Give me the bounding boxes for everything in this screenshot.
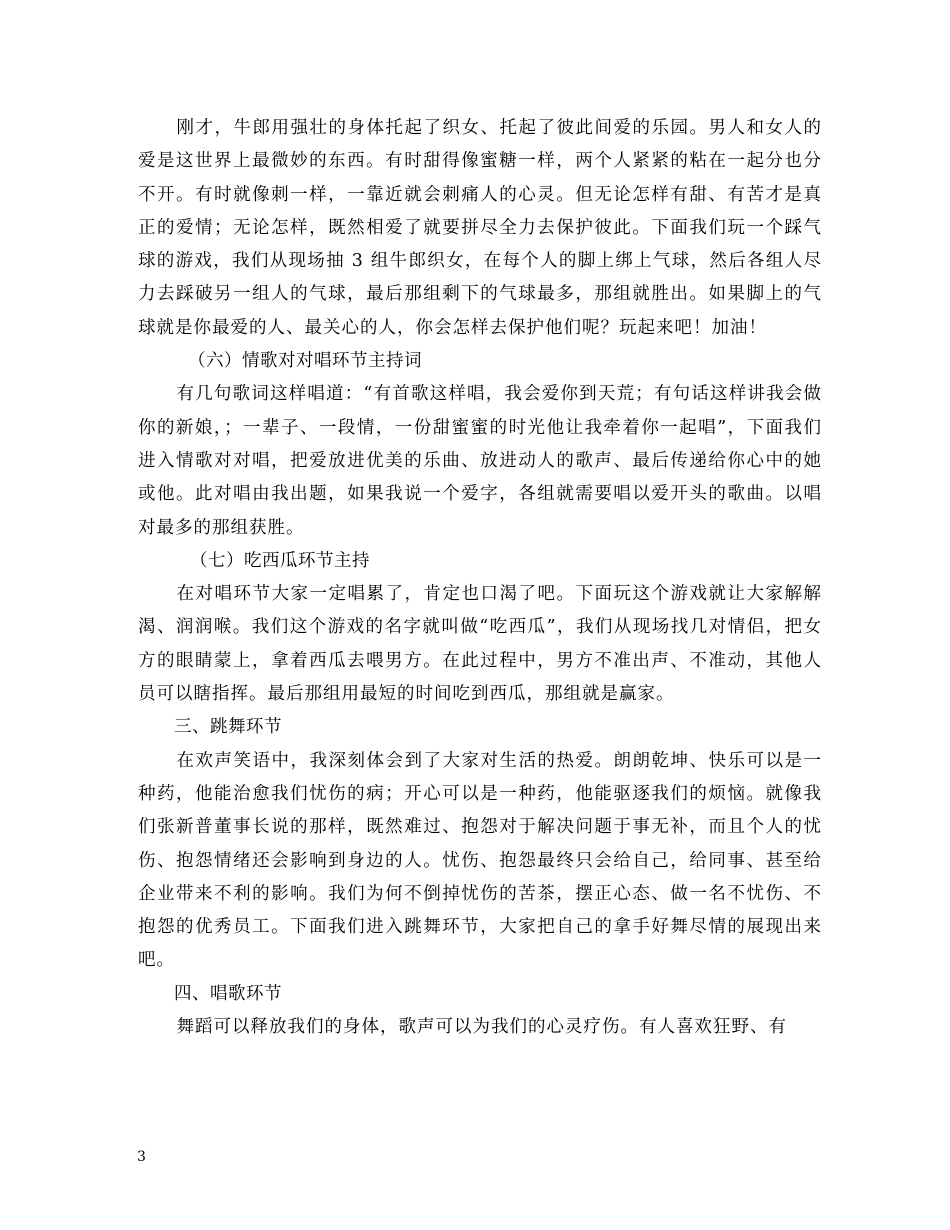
paragraph-eat-watermelon: 在对唱环节大家一定唱累了，肯定也口渴了吧。下面玩这个游戏就让大家解解渴、润润喉。我们这个游戏的名字就叫做“吃西瓜”，我们从现场找几对情侣，把女方的眼睛蒙上，拿着西瓜去喂男方。在此过程中，男方不准出声、不准动，其他人员可以瞎指挥。最后那组用最短的时间吃到西瓜，那组就是赢家。 [138,584,822,705]
page-number: 3 [137,1149,146,1165]
paragraph-dance-session: 在欢声笑语中，我深刻体会到了大家对生活的热爱。朗朗乾坤、快乐可以是一种药，他能治愈我们忧伤的病；开心可以是一种药，他能驱逐我们的烦恼。就像我们张新普董事长说的那样，既然难过、抱怨对于解决问题于事无补，而且个人的忧伤、抱怨情绪还会影响到身边的人。忧伤、抱怨最终只会给自己，给同事、甚至给企业带来不利的影响。我们为何不倒掉忧伤的苦茶，摆正心态、做一名不忧伤、不抱怨的优秀员工。下面我们进入跳舞环节，大家把自己的拿手好舞尽情的展现出来吧。 [138,750,822,971]
document-body [138,112,822,1044]
paragraph-love-song-duet: 有几句歌词这样唱道：“有首歌这样唱，我会爱你到天荒；有句话这样讲我会做你的新娘，；一辈子、一段情，一份甜蜜蜜的时光他让我牵着你一起唱”，下面我们进入情歌对对唱，把爱放进优美的乐曲、放进动人的歌声、最后传递给你心中的她或他。此对唱由我出题，如果我说一个爱字，各组就需要唱以爱开头的歌曲。以唱对最多的那组获胜。 [138,384,822,538]
heading-dance-session: 三、跳舞环节 [174,717,282,738]
heading-singing-session: 四、唱歌环节 [174,983,282,1004]
paragraph-cowherd-balloon-game: 刚才，牛郎用强壮的身体托起了织女、托起了彼此间爱的乐园。男人和女人的爱是这世界上最微妙的东西。有时甜得像蜜糖一样，两个人紧紧的粘在一起分也分不开。有时就像刺一样，一靠近就会刺痛人的心灵。但无论怎样有甜、有苦才是真正的爱情；无论怎样，既然相爱了就要拼尽全力去保护彼此。下面我们玩一个踩气球的游戏，我们从现场抽 3 组牛郎织女，在每个人的脚上绑上气球，然后各组人尽力去踩破另一组人的气球，最后那组剩下的气球最多，那组就胜出。如果脚上的气球就是你最爱的人、最关心的人，你会怎样去保护他们呢？玩起来吧！加油！ [138,118,822,338]
heading-eat-watermelon: （七）吃西瓜环节主持 [190,550,370,571]
heading-love-song-duet: （六）情歌对对唱环节主持词 [188,351,422,372]
paragraph-singing-session: 舞蹈可以释放我们的身体，歌声可以为我们的心灵疗伤。有人喜欢狂野、有 [176,1017,787,1038]
